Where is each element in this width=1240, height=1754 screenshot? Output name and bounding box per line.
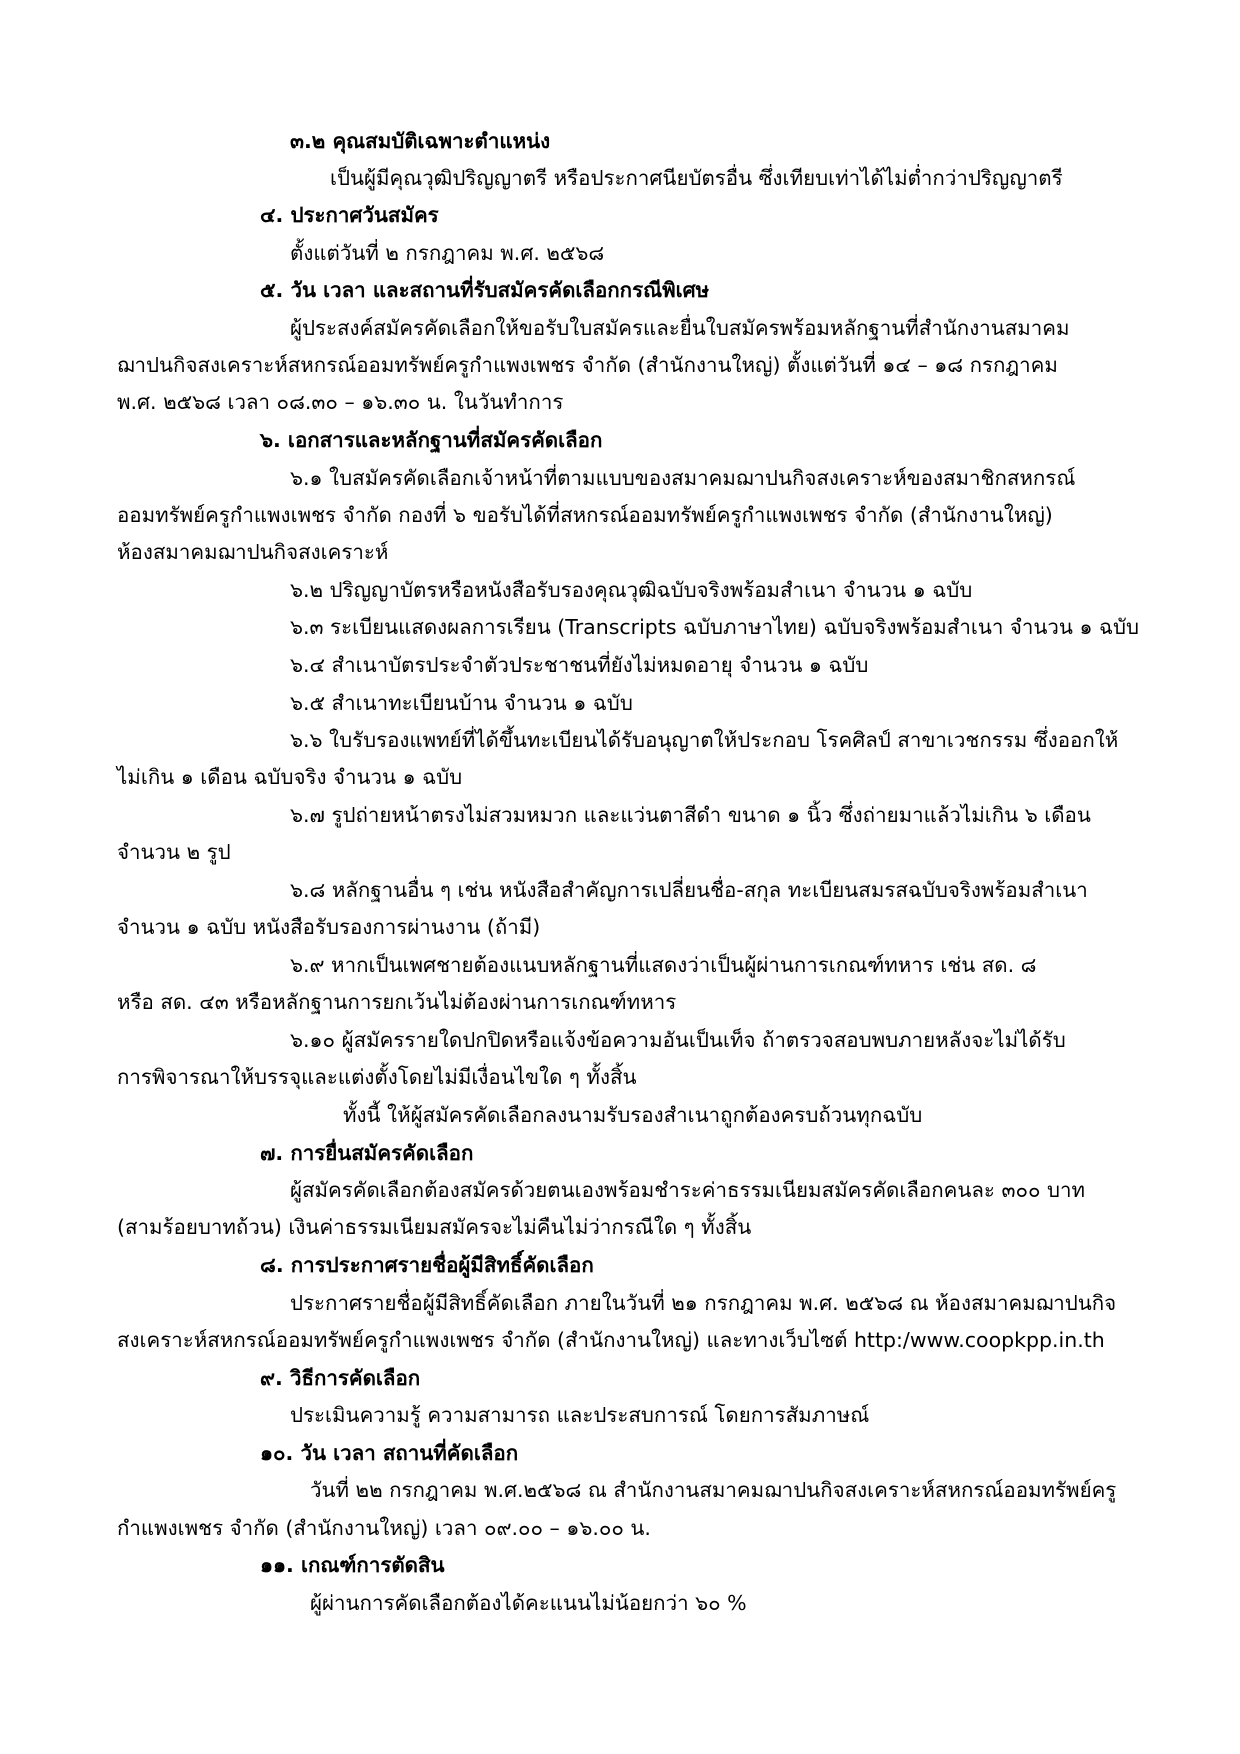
subsection-heading: ๓.๒ คุณสมบัติเฉพาะตำแหน่ง bbox=[290, 129, 551, 153]
paragraph-line: วันที่ ๒๒ กรกฎาคม พ.ศ.๒๕๖๘ ณ สำนักงานสมาคมฌาปนกิจสงเคราะห์สหกรณ์ออมทรัพย์ครู bbox=[310, 1478, 1117, 1502]
section-heading: ๑๑. เกณฑ์การตัดสิน bbox=[260, 1553, 445, 1577]
paragraph-line: การพิจารณาให้บรรจุและแต่งตั้งโดยไม่มีเงื่อนไขใด ๆ ทั้งสิ้น bbox=[117, 1065, 637, 1089]
paragraph-line: ออมทรัพย์ครูกำแพงเพชร จำกัด กองที่ ๖ ขอรับได้ที่สหกรณ์ออมทรัพย์ครูกำแพงเพชร จำกัด (สำนักงานใหญ่) bbox=[117, 503, 1053, 527]
list-item: ๖.๓ ระเบียนแสดงผลการเรียน (Transcripts ฉบับภาษาไทย) ฉบับจริงพร้อมสำเนา จำนวน ๑ ฉบับ bbox=[290, 615, 1139, 639]
paragraph-line: ผู้ผ่านการคัดเลือกต้องได้คะแนนไม่น้อยกว่า ๖๐ % bbox=[310, 1591, 747, 1615]
section-heading: ๕. วัน เวลา และสถานที่รับสมัครคัดเลือกกรณีพิเศษ bbox=[260, 278, 710, 302]
section-heading: ๔. ประกาศวันสมัคร bbox=[260, 203, 439, 227]
list-item: ๖.๒ ปริญญาบัตรหรือหนังสือรับรองคุณวุฒิฉบับจริงพร้อมสำเนา จำนวน ๑ ฉบับ bbox=[290, 578, 973, 602]
paragraph-line: ประเมินความรู้ ความสามารถ และประสบการณ์ โดยการสัมภาษณ์ bbox=[290, 1403, 870, 1427]
paragraph-line: ผู้สมัครคัดเลือกต้องสมัครด้วยตนเองพร้อมชำระค่าธรรมเนียมสมัครคัดเลือกคนละ ๓๐๐ บาท bbox=[290, 1178, 1086, 1202]
paragraph-line: จำนวน ๑ ฉบับ หนังสือรับรองการผ่านงาน (ถ้ามี) bbox=[117, 915, 541, 939]
paragraph-line: เป็นผู้มีคุณวุฒิปริญญาตรี หรือประกาศนียบัตรอื่น ซึ่งเทียบเท่าได้ไม่ต่ำกว่าปริญญาตรี bbox=[330, 166, 1063, 190]
paragraph-line: พ.ศ. ๒๕๖๘ เวลา ๐๘.๓๐ – ๑๖.๓๐ น. ในวันทำการ bbox=[117, 390, 564, 414]
paragraph-line: ฌาปนกิจสงเคราะห์สหกรณ์ออมทรัพย์ครูกำแพงเพชร จำกัด (สำนักงานใหญ่) ตั้งแต่วันที่ ๑๔ – ๑๘ กรกฎาคม bbox=[117, 353, 1058, 377]
paragraph-line: กำแพงเพชร จำกัด (สำนักงานใหญ่) เวลา ๐๙.๐๐ – ๑๖.๐๐ น. bbox=[117, 1516, 651, 1540]
section-heading: ๗. การยื่นสมัครคัดเลือก bbox=[260, 1141, 474, 1165]
list-item: ๖.๘ หลักฐานอื่น ๆ เช่น หนังสือสำคัญการเปลี่ยนชื่อ-สกุล ทะเบียนสมรสฉบับจริงพร้อมสำเนา bbox=[290, 878, 1088, 902]
list-item: ๖.๑๐ ผู้สมัครรายใดปกปิดหรือแจ้งข้อความอันเป็นเท็จ ถ้าตรวจสอบพบภายหลังจะไม่ได้รับ bbox=[290, 1028, 1066, 1052]
section-heading: ๖. เอกสารและหลักฐานที่สมัครคัดเลือก bbox=[260, 428, 603, 452]
paragraph-line: ผู้ประสงค์สมัครคัดเลือกให้ขอรับใบสมัครและยื่นใบสมัครพร้อมหลักฐานที่สำนักงานสมาคม bbox=[290, 316, 1070, 340]
paragraph-line: ทั้งนี้ ให้ผู้สมัครคัดเลือกลงนามรับรองสำเนาถูกต้องครบถ้วนทุกฉบับ bbox=[343, 1103, 923, 1127]
paragraph-line: ตั้งแต่วันที่ ๒ กรกฎาคม พ.ศ. ๒๕๖๘ bbox=[290, 241, 605, 265]
section-heading: ๘. การประกาศรายชื่อผู้มีสิทธิ์คัดเลือก bbox=[260, 1253, 594, 1277]
list-item: ๖.๔ สำเนาบัตรประจำตัวประชาชนที่ยังไม่หมดอายุ จำนวน ๑ ฉบับ bbox=[290, 653, 869, 677]
list-item: ๖.๕ สำเนาทะเบียนบ้าน จำนวน ๑ ฉบับ bbox=[290, 691, 633, 715]
paragraph-line: ไม่เกิน ๑ เดือน ฉบับจริง จำนวน ๑ ฉบับ bbox=[117, 765, 463, 789]
paragraph-line: ประกาศรายชื่อผู้มีสิทธิ์คัดเลือก ภายในวันที่ ๒๑ กรกฎาคม พ.ศ. ๒๕๖๘ ณ ห้องสมาคมฌาปนกิจ bbox=[290, 1291, 1117, 1315]
list-item: ๖.๙ หากเป็นเพศชายต้องแนบหลักฐานที่แสดงว่าเป็นผู้ผ่านการเกณฑ์ทหาร เช่น สด. ๘ bbox=[290, 953, 1037, 977]
paragraph-line: หรือ สด. ๔๓ หรือหลักฐานการยกเว้นไม่ต้องผ่านการเกณฑ์ทหาร bbox=[117, 990, 677, 1014]
paragraph-line: ห้องสมาคมฌาปนกิจสงเคราะห์ bbox=[117, 540, 389, 564]
paragraph-line: (สามร้อยบาทถ้วน) เงินค่าธรรมเนียมสมัครจะไม่คืนไม่ว่ากรณีใด ๆ ทั้งสิ้น bbox=[117, 1215, 752, 1239]
list-item: ๖.๗ รูปถ่ายหน้าตรงไม่สวมหมวก และแว่นตาสีดำ ขนาด ๑ นิ้ว ซึ่งถ่ายมาแล้วไม่เกิน ๖ เดือน bbox=[290, 803, 1091, 827]
paragraph-line: จำนวน ๒ รูป bbox=[117, 840, 231, 864]
paragraph-line: ๖.๑ ใบสมัครคัดเลือกเจ้าหน้าที่ตามแบบของสมาคมฌาปนกิจสงเคราะห์ของสมาชิกสหกรณ์ bbox=[290, 466, 1076, 490]
section-heading: ๑๐. วัน เวลา สถานที่คัดเลือก bbox=[260, 1441, 519, 1465]
paragraph-line: สงเคราะห์สหกรณ์ออมทรัพย์ครูกำแพงเพชร จำกัด (สำนักงานใหญ่) และทางเว็บไซต์ http:/www.coopkpp.in.th bbox=[117, 1328, 1105, 1352]
section-heading: ๙. วิธีการคัดเลือก bbox=[260, 1366, 421, 1390]
list-item: ๖.๖ ใบรับรองแพทย์ที่ได้ขึ้นทะเบียนได้รับอนุญาตให้ประกอบ โรคศิลป์ สาขาเวชกรรม ซึ่งออกให้ bbox=[290, 728, 1119, 752]
